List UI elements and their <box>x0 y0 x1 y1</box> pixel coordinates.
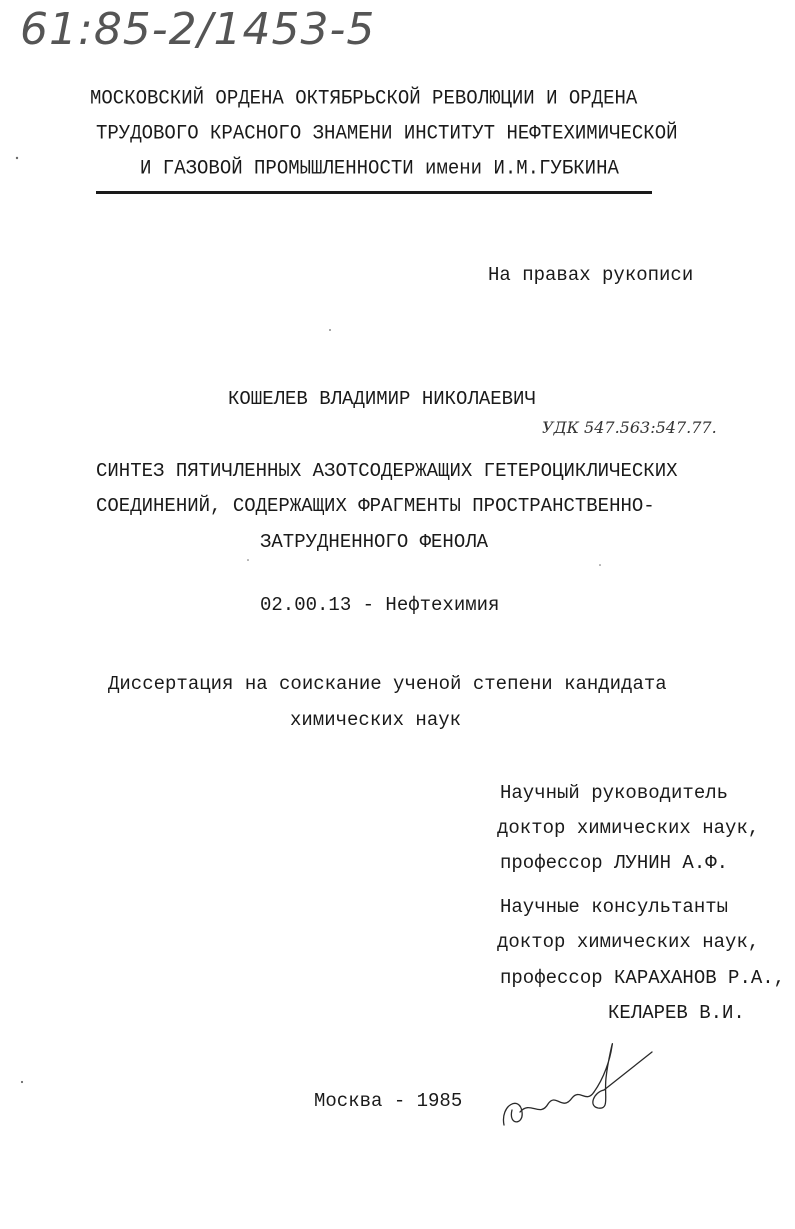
manuscript-rights: На правах рукописи <box>488 264 694 286</box>
supervisor-name: профессор ЛУНИН А.Ф. <box>500 852 729 874</box>
scan-specks <box>16 157 601 1083</box>
archive-mark: 61:85-2/1453-5 <box>20 4 376 55</box>
consultant-name-2: КЕЛАРЕВ В.И. <box>608 1002 745 1024</box>
institution-line-2: ТРУДОВОГО КРАСНОГО ЗНАМЕНИ ИНСТИТУТ НЕФТЕХИМИЧЕСКОЙ <box>96 121 678 145</box>
supervisor-role: Научный руководитель <box>500 782 729 804</box>
title-line-2: СОЕДИНЕНИЙ, СОДЕРЖАЩИХ ФРАГМЕНТЫ ПРОСТРАНСТВЕННО- <box>96 495 655 517</box>
institution-line-1: МОСКОВСКИЙ ОРДЕНА ОКТЯБРЬСКОЙ РЕВОЛЮЦИИ И ОРДЕНА <box>90 86 638 110</box>
supervisor-degree: доктор химических наук, <box>497 817 760 839</box>
dissertation-line-1: Диссертация на соискание ученой степени кандидата <box>108 673 667 695</box>
signature-icon <box>503 1044 652 1125</box>
udc-code: УДК 547.563:547.77. <box>542 418 717 437</box>
consultant-name-1: профессор КАРАХАНОВ Р.А., <box>500 967 786 989</box>
title-line-3: ЗАТРУДНЕННОГО ФЕНОЛА <box>260 531 489 553</box>
specialty-code: 02.00.13 - Нефтехимия <box>260 594 500 616</box>
title-line-1: СИНТЕЗ ПЯТИЧЛЕННЫХ АЗОТСОДЕРЖАЩИХ ГЕТЕРОЦИКЛИЧЕСКИХ <box>96 460 678 482</box>
consultants-degree: доктор химических наук, <box>497 931 760 953</box>
consultants-role: Научные консультанты <box>500 896 729 918</box>
institution-line-3: И ГАЗОВОЙ ПРОМЫШЛЕННОСТИ имени И.М.ГУБКИНА <box>140 156 619 180</box>
place-year: Москва - 1985 <box>314 1090 463 1112</box>
dissertation-line-2: химических наук <box>290 709 462 731</box>
author-name: КОШЕЛЕВ ВЛАДИМИР НИКОЛАЕВИЧ <box>228 388 536 410</box>
